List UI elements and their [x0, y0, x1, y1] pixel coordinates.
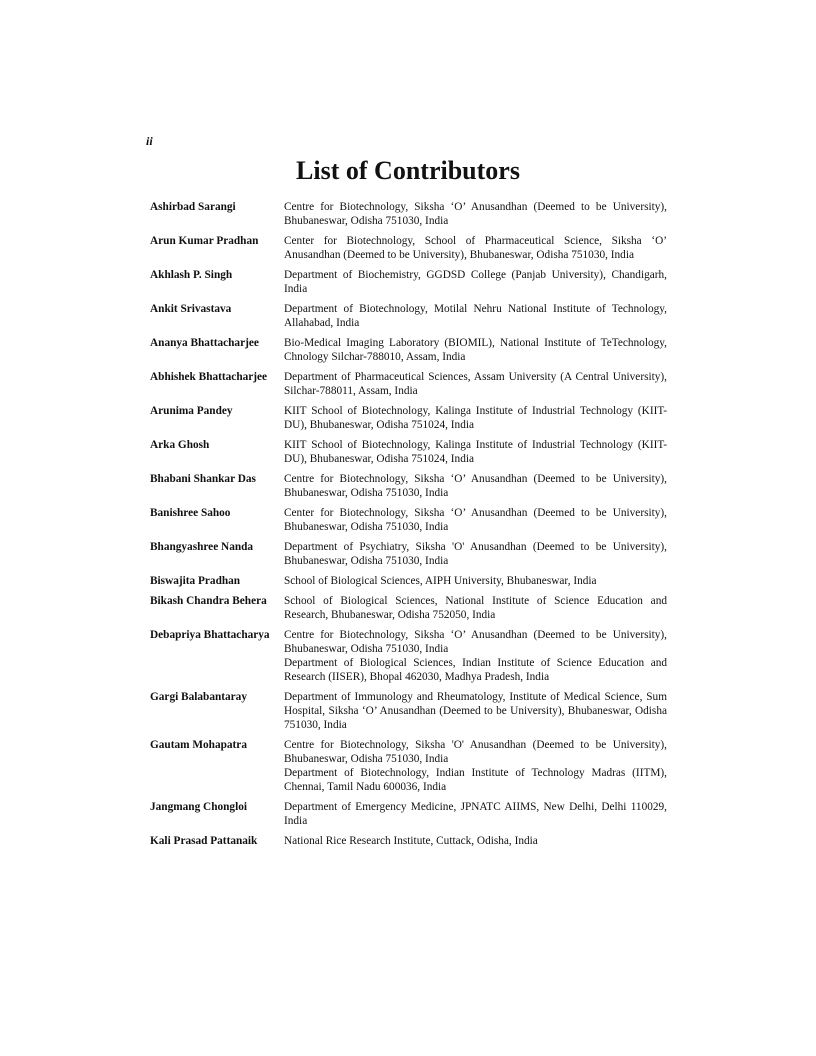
contributor-affiliation: Department of Biotechnology, Indian Institute of Technology Madras (IITM), Chennai, Tamil Nadu 600036, India	[284, 767, 667, 793]
contributor-row	[150, 738, 667, 794]
contributor-row	[150, 302, 667, 330]
contributor-row	[150, 472, 667, 500]
contributor-row	[150, 506, 667, 534]
contributor-row	[150, 594, 667, 622]
contributor-row	[150, 834, 667, 848]
contributor-affiliation: Department of Biochemistry, GGDSD College (Panjab University), Chandigarh, India	[284, 269, 667, 295]
contributor-row	[150, 200, 667, 228]
contributor-affiliations	[284, 302, 667, 330]
contributor-affiliations	[284, 628, 667, 684]
contributor-affiliations	[284, 404, 667, 432]
contributor-name: Ashirbad Sarangi	[150, 201, 236, 213]
contributor-name: Bhangyashree Nanda	[150, 541, 254, 553]
contributor-name: Debapriya Bhattacharya	[150, 629, 270, 641]
contributor-name: Arun Kumar Pradhan	[150, 235, 259, 247]
contributor-row	[150, 628, 667, 684]
contributor-row	[150, 540, 667, 568]
contributor-affiliation: Department of Psychiatry, Siksha 'O' Anusandhan (Deemed to be University), Bhubaneswar, Odisha 751030, India	[284, 541, 667, 567]
contributor-affiliation: Department of Immunology and Rheumatology, Institute of Medical Science, Sum Hospital, Siksha ‘O’ Anusandhan (Deemed to be University), Bhubaneswar, Odisha 751030, India	[284, 691, 667, 731]
contributor-name: Bikash Chandra Behera	[150, 595, 267, 607]
contributor-affiliations	[284, 594, 667, 622]
contributor-affiliations	[284, 506, 667, 534]
contributor-affiliation: School of Biological Sciences, National Institute of Science Education and Research, Bhubaneswar, Odisha 752050, India	[284, 595, 667, 621]
contributor-affiliation: KIIT School of Biotechnology, Kalinga Institute of Industrial Technology (KIIT-DU), Bhubaneswar, Odisha 751024, India	[284, 405, 667, 431]
contributor-affiliation: Center for Biotechnology, School of Pharmaceutical Science, Siksha ‘O’ Anusandhan (Deemed to be University), Bhubaneswar, Odisha 751030, India	[284, 235, 667, 261]
contributor-row	[150, 438, 667, 466]
contributor-affiliations	[284, 540, 667, 568]
contributor-name: Ananya Bhattacharjee	[150, 337, 259, 349]
contributor-affiliations	[284, 370, 667, 398]
contributor-row	[150, 268, 667, 296]
contributor-row	[150, 404, 667, 432]
contributor-row	[150, 690, 667, 732]
contributor-name: Bhabani Shankar Das	[150, 473, 256, 485]
contributor-affiliations	[284, 472, 667, 500]
contributor-row	[150, 800, 667, 828]
contributor-name: Ankit Srivastava	[150, 303, 232, 315]
contributors-list	[150, 200, 667, 854]
contributor-row	[150, 370, 667, 398]
contributor-name: Jangmang Chongloi	[150, 801, 247, 813]
contributor-affiliation: Bio-Medical Imaging Laboratory (BIOMIL), National Institute of TeTechnology, Chnology Silchar-788010, Assam, India	[284, 337, 667, 363]
contributor-affiliations	[284, 834, 667, 848]
contributor-affiliation: KIIT School of Biotechnology, Kalinga Institute of Industrial Technology (KIIT-DU), Bhubaneswar, Odisha 751024, India	[284, 439, 667, 465]
contributor-affiliations	[284, 268, 667, 296]
contributor-affiliation: Department of Emergency Medicine, JPNATC AIIMS, New Delhi, Delhi 110029, India	[284, 801, 667, 827]
contributor-name: Banishree Sahoo	[150, 507, 231, 519]
contributor-affiliation: Centre for Biotechnology, Siksha ‘O’ Anusandhan (Deemed to be University), Bhubaneswar, Odisha 751030, India	[284, 473, 667, 499]
contributor-affiliations	[284, 800, 667, 828]
page-number: ii	[146, 134, 153, 148]
contributor-affiliations	[284, 336, 667, 364]
contributor-affiliations	[284, 438, 667, 466]
contributor-name: Arunima Pandey	[150, 405, 233, 417]
contributor-affiliations	[284, 234, 667, 262]
contributor-name: Gautam Mohapatra	[150, 739, 247, 751]
contributor-affiliation: School of Biological Sciences, AIPH University, Bhubaneswar, India	[284, 575, 597, 587]
contributor-name: Kali Prasad Pattanaik	[150, 835, 258, 847]
contributor-name: Abhishek Bhattacharjee	[150, 371, 268, 383]
contributor-affiliations	[284, 690, 667, 732]
page-title: List of Contributors	[296, 156, 520, 185]
contributor-affiliations	[284, 738, 667, 794]
contributor-affiliation: Centre for Biotechnology, Siksha ‘O’ Anusandhan (Deemed to be University), Bhubaneswar, Odisha 751030, India	[284, 201, 667, 227]
contributor-name: Akhlash P. Singh	[150, 269, 233, 281]
contributor-affiliations	[284, 574, 667, 588]
contributor-affiliation: Department of Biotechnology, Motilal Nehru National Institute of Technology, Allahabad, India	[284, 303, 667, 329]
contributor-affiliation: Centre for Biotechnology, Siksha ‘O’ Anusandhan (Deemed to be University), Bhubaneswar, Odisha 751030, India	[284, 629, 667, 655]
contributor-affiliation: Department of Biological Sciences, Indian Institute of Science Education and Research (IISER), Bhopal 462030, Madhya Pradesh, India	[284, 657, 667, 683]
contributor-affiliation: National Rice Research Institute, Cuttack, Odisha, India	[284, 835, 538, 847]
contributor-affiliations	[284, 200, 667, 228]
contributor-name: Biswajita Pradhan	[150, 575, 241, 587]
contributor-affiliation: Department of Pharmaceutical Sciences, Assam University (A Central University), Silchar-788011, Assam, India	[284, 371, 667, 397]
contributor-affiliation: Centre for Biotechnology, Siksha 'O' Anusandhan (Deemed to be University), Bhubaneswar, Odisha 751030, India	[284, 739, 667, 765]
contributor-row	[150, 336, 667, 364]
contributor-row	[150, 234, 667, 262]
contributor-name: Gargi Balabantaray	[150, 691, 247, 703]
contributor-affiliation: Center for Biotechnology, Siksha ‘O’ Anusandhan (Deemed to be University), Bhubaneswar, Odisha 751030, India	[284, 507, 667, 533]
contributor-name: Arka Ghosh	[150, 439, 210, 451]
contributor-row	[150, 574, 667, 588]
